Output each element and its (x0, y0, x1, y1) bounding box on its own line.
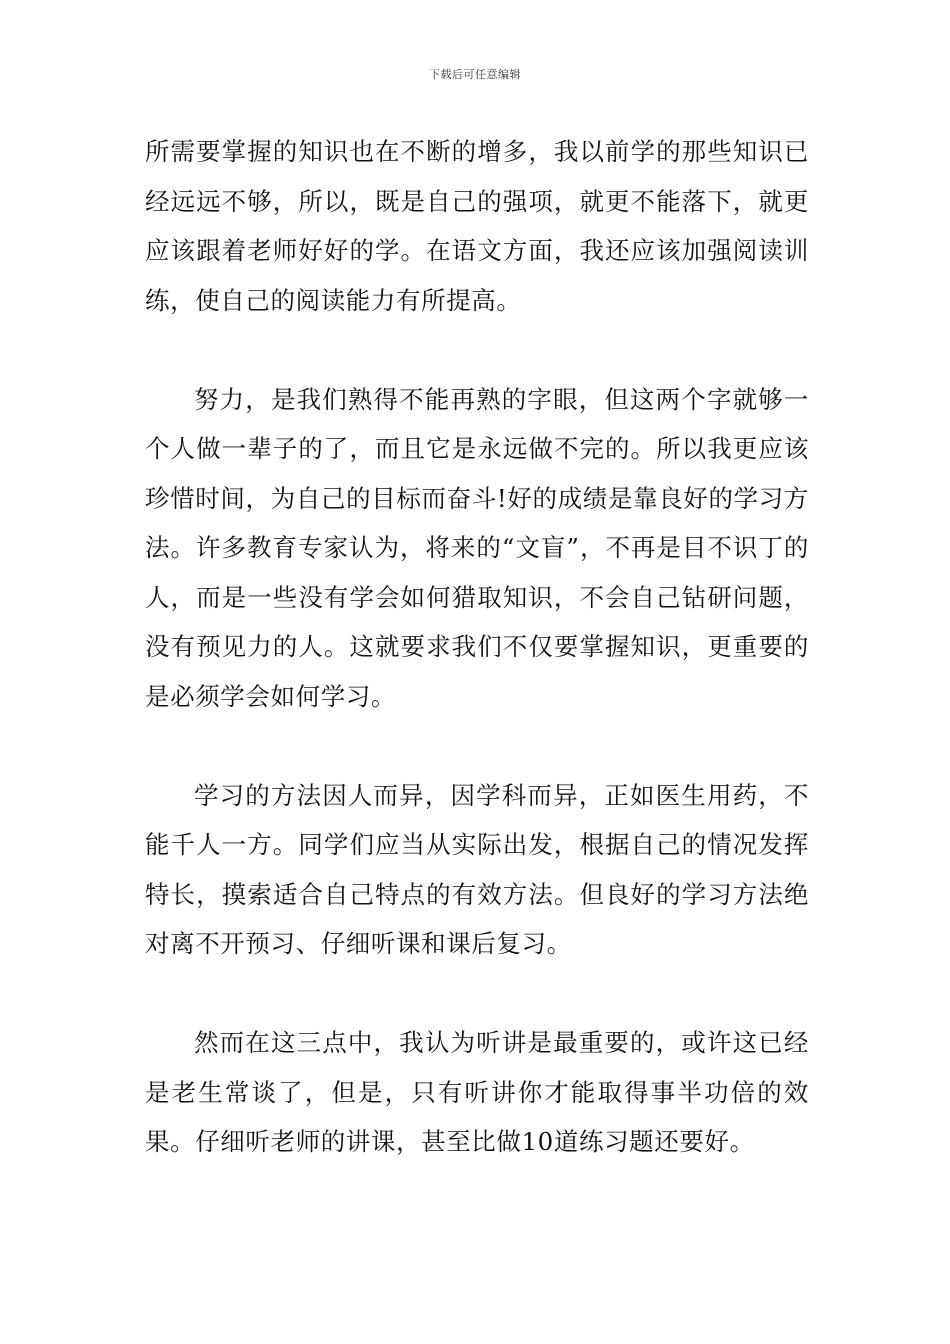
paragraph-2: 努力，是我们熟得不能再熟的字眼，但这两个字就够一个人做一辈子的了，而且它是永远做不完的。所以我更应该珍惜时间，为自己的目标而奋斗!好的成绩是靠良好的学习方法。许多教育专家认为，将来的“文盲”，不再是目不识丁的人，而是一些没有学会如何猎取知识，不会自己钻研问题，没有预见力的人。这就要求我们不仅要掌握知识，更重要的是必须学会如何学习。 (145, 384, 809, 711)
paragraph-gap (145, 969, 809, 1019)
download-note: 下载后可任意编辑 (429, 68, 521, 81)
paragraph-gap (145, 721, 809, 771)
paragraph-3: 学习的方法因人而异，因学科而异，正如医生用药，不能千人一方。同学们应当从实际出发，根据自己的情况发挥特长，摸索适合自己特点的有效方法。但良好的学习方法绝对离不开预习、仔细听课和课后复习。 (145, 780, 809, 958)
document-body (145, 127, 809, 1167)
paragraph-1: 所需要掌握的知识也在不断的增多，我以前学的那些知识已经远远不够，所以，既是自己的强项，就更不能落下，就更应该跟着老师好好的学。在语文方面，我还应该加强阅读训练，使自己的阅读能力有所提高。 (145, 137, 809, 315)
paragraph-gap (145, 325, 809, 375)
paragraph-4: 然而在这三点中，我认为听讲是最重要的，或许这已经是老生常谈了，但是，只有听讲你才能取得事半功倍的效果。仔细听老师的讲课，甚至比做10道练习题还要好。 (145, 1028, 809, 1156)
